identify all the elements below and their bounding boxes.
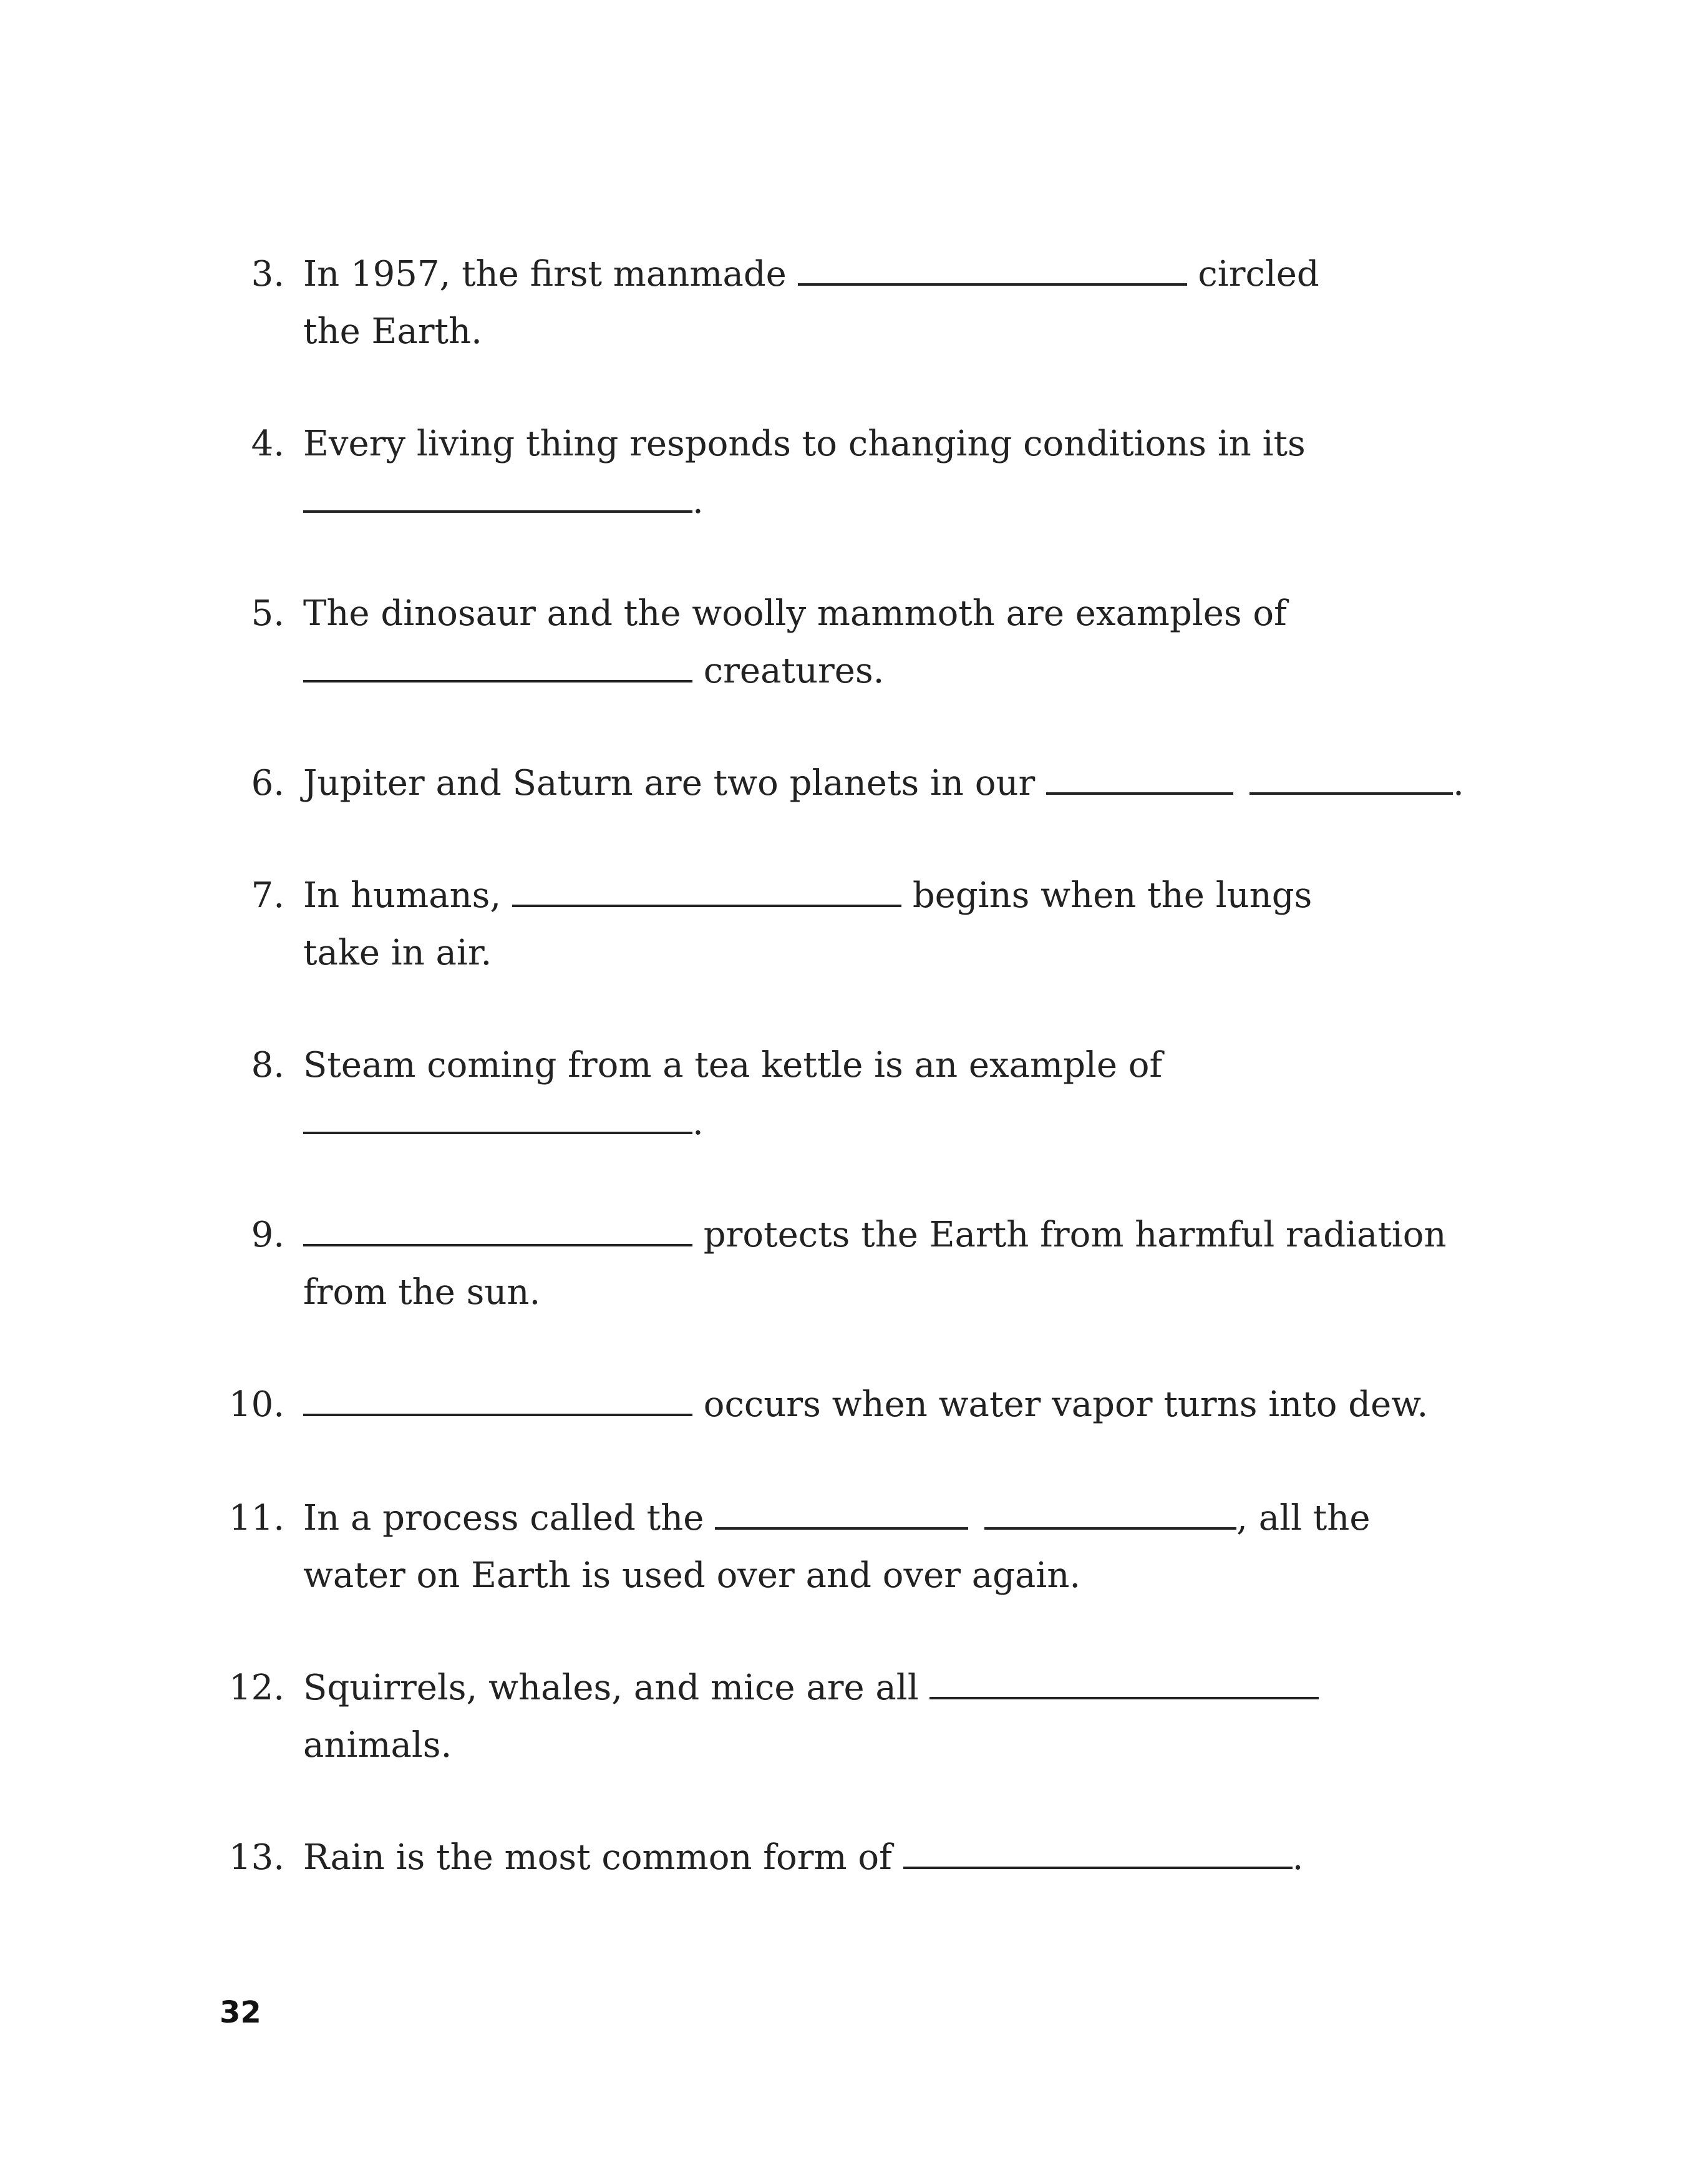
answer-blank[interactable] bbox=[929, 1664, 1319, 1699]
question-text-line-2 bbox=[303, 1547, 1080, 1605]
question-number: 8. bbox=[251, 1045, 284, 1086]
question-text-line-1 bbox=[303, 415, 1306, 473]
question-text-line-2 bbox=[303, 1717, 452, 1774]
question-text-line-1 bbox=[303, 755, 1464, 812]
question-number: 12. bbox=[228, 1668, 284, 1708]
question-text: . bbox=[692, 481, 704, 522]
question-text: protects the Earth from harmful radiation bbox=[692, 1215, 1447, 1255]
answer-blank[interactable] bbox=[1249, 760, 1453, 795]
question-text: from the sun. bbox=[303, 1272, 541, 1313]
question-text: In a process called the bbox=[303, 1498, 716, 1538]
question-number: 13. bbox=[228, 1837, 284, 1878]
question-text: Rain is the most common form of bbox=[303, 1837, 903, 1878]
answer-blank[interactable] bbox=[303, 648, 692, 682]
question-number: 10. bbox=[228, 1384, 284, 1425]
question-text: Steam coming from a tea kettle is an example of bbox=[303, 1045, 1163, 1086]
answer-blank[interactable] bbox=[798, 251, 1187, 286]
question-text: In 1957, the first manmade bbox=[303, 254, 798, 294]
question-text-line-1 bbox=[303, 867, 1312, 925]
answer-blank[interactable] bbox=[303, 1099, 692, 1134]
question-text-line-2 bbox=[303, 473, 704, 530]
question-text: . bbox=[1453, 763, 1464, 804]
question-text: The dinosaur and the woolly mammoth are examples of bbox=[303, 593, 1287, 634]
question-text-line-1 bbox=[303, 1207, 1447, 1264]
question-text-line-1 bbox=[303, 1659, 1319, 1717]
page-number: 32 bbox=[220, 1995, 261, 2030]
answer-blank[interactable] bbox=[303, 1381, 692, 1416]
question-number: 9. bbox=[251, 1215, 284, 1255]
question-text: Squirrels, whales, and mice are all bbox=[303, 1668, 930, 1708]
question-text: . bbox=[692, 1102, 704, 1143]
question-text: the Earth. bbox=[303, 311, 482, 352]
answer-blank[interactable] bbox=[715, 1495, 968, 1530]
question-text: occurs when water vapor turns into dew. bbox=[692, 1384, 1429, 1425]
question-text-line-1 bbox=[303, 585, 1287, 643]
question-text: Every living thing responds to changing conditions in its bbox=[303, 424, 1306, 464]
question-text: , all the bbox=[1236, 1498, 1371, 1538]
question-text-line-1 bbox=[303, 246, 1319, 303]
question-number: 5. bbox=[251, 593, 284, 634]
question-text: begins when the lungs bbox=[901, 875, 1313, 916]
question-number: 4. bbox=[251, 424, 284, 464]
question-text: animals. bbox=[303, 1725, 452, 1766]
question-text-line-2 bbox=[303, 925, 492, 982]
answer-blank[interactable] bbox=[512, 872, 901, 907]
question-number: 11. bbox=[228, 1498, 284, 1538]
question-text: Jupiter and Saturn are two planets in our bbox=[303, 763, 1047, 804]
answer-blank[interactable] bbox=[303, 478, 692, 513]
question-text-line-1 bbox=[303, 1037, 1162, 1094]
question-text-line-1 bbox=[303, 1490, 1371, 1547]
answer-blank[interactable] bbox=[1046, 760, 1233, 795]
question-text: In humans, bbox=[303, 875, 513, 916]
question-number: 3. bbox=[251, 254, 284, 294]
question-text-line-1 bbox=[303, 1376, 1428, 1434]
answer-blank[interactable] bbox=[903, 1834, 1293, 1869]
question-text: creatures. bbox=[692, 651, 885, 691]
question-text-line-2 bbox=[303, 1094, 704, 1152]
question-text-line-2 bbox=[303, 1264, 540, 1321]
question-number: 7. bbox=[251, 875, 284, 916]
question-text-line-1 bbox=[303, 1829, 1303, 1887]
question-number: 6. bbox=[251, 763, 284, 804]
question-text: circled bbox=[1186, 254, 1319, 294]
answer-blank[interactable] bbox=[303, 1212, 692, 1246]
question-text: . bbox=[1292, 1837, 1304, 1878]
question-text: take in air. bbox=[303, 933, 492, 973]
question-text-line-2 bbox=[303, 643, 884, 700]
question-text-line-2 bbox=[303, 303, 482, 361]
question-text: water on Earth is used over and over again. bbox=[303, 1555, 1081, 1596]
answer-blank[interactable] bbox=[984, 1495, 1236, 1530]
